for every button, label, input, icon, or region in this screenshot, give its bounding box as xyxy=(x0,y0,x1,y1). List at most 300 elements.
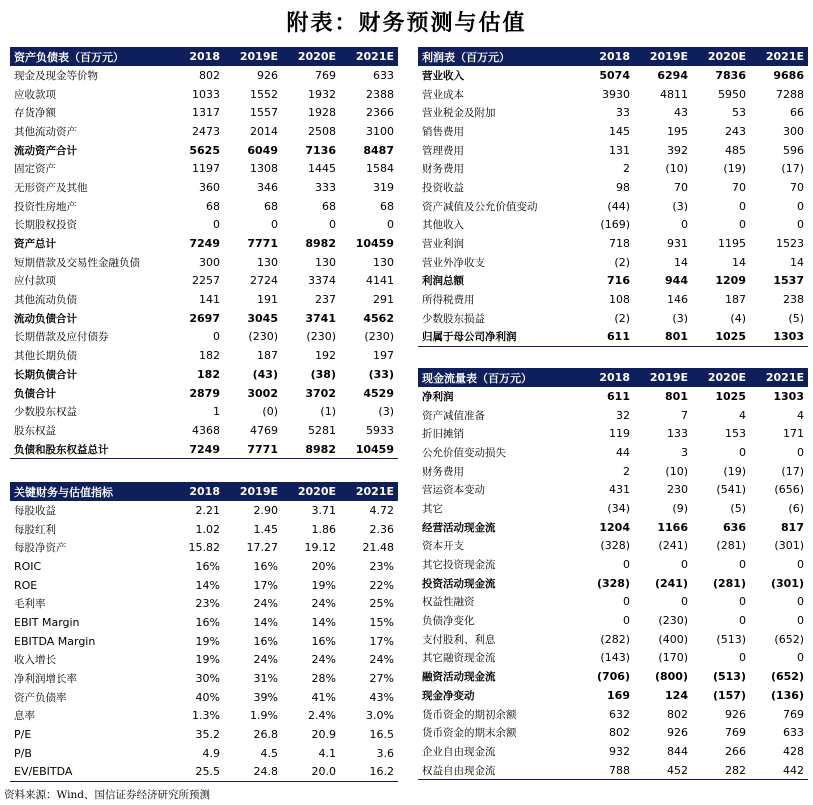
column-header: 2019E xyxy=(239,485,278,498)
table-row xyxy=(418,216,808,235)
table-row xyxy=(10,178,398,197)
row-label: 营运资本变动 xyxy=(422,484,485,497)
row-value: (19) xyxy=(723,162,746,176)
row-value: 2697 xyxy=(189,311,220,325)
row-value: 25.5 xyxy=(195,765,220,779)
row-label: 少数股东权益 xyxy=(14,406,77,419)
table-row xyxy=(10,365,398,384)
table-row xyxy=(10,85,398,104)
row-label: 折旧摊销 xyxy=(422,428,464,441)
table-title: 资产负债表（百万元） xyxy=(14,50,124,64)
row-value: 23% xyxy=(369,559,394,573)
row-value: 1523 xyxy=(776,237,804,251)
row-value: 716 xyxy=(607,274,630,288)
column-header: 2018 xyxy=(189,50,220,63)
row-label: 营业收入 xyxy=(422,69,464,82)
table-row xyxy=(10,576,398,595)
row-value: (34) xyxy=(607,501,630,515)
row-value: 0 xyxy=(739,595,746,609)
row-value: (656) xyxy=(774,483,804,497)
row-value: 1932 xyxy=(308,87,336,101)
row-value: 1584 xyxy=(366,162,394,176)
row-label: 长期负债合计 xyxy=(14,368,77,381)
row-label: 其他流动负债 xyxy=(14,294,77,307)
row-value: 24% xyxy=(311,597,336,611)
table-row xyxy=(10,197,398,216)
table-row xyxy=(418,555,808,574)
row-label: 管理费用 xyxy=(422,144,464,157)
row-value: 4.5 xyxy=(260,746,278,760)
row-value: 2724 xyxy=(250,274,278,288)
row-value: 10459 xyxy=(355,442,394,456)
row-value: 28% xyxy=(311,672,336,686)
row-value: 70 xyxy=(732,180,746,194)
row-value: (241) xyxy=(658,539,688,553)
table-row xyxy=(10,309,398,328)
table-row xyxy=(10,707,398,726)
row-value: 16.5 xyxy=(369,728,394,742)
row-label: 权益性融资 xyxy=(422,596,475,609)
row-value: 98 xyxy=(616,180,630,194)
row-value: 431 xyxy=(609,483,630,497)
row-value: 6049 xyxy=(247,143,278,157)
row-value: 718 xyxy=(609,237,630,251)
cash-flow-table xyxy=(418,368,808,780)
row-value: 3 xyxy=(681,445,688,459)
row-value: 1.45 xyxy=(253,522,278,536)
row-value: (10) xyxy=(665,464,688,478)
row-value: 1025 xyxy=(715,330,746,344)
row-value: 20.0 xyxy=(311,765,336,779)
row-value: 237 xyxy=(315,293,336,307)
row-label: 资产减值及公允价值变动 xyxy=(422,200,538,213)
table-row xyxy=(418,574,808,593)
row-value: 769 xyxy=(315,68,336,82)
table-row xyxy=(10,141,398,160)
row-value: 0 xyxy=(213,330,220,344)
row-value: 230 xyxy=(667,483,688,497)
row-label: EBITDA Margin xyxy=(14,634,96,648)
column-header: 2020E xyxy=(297,50,336,63)
table-row xyxy=(10,66,398,85)
row-value: 31% xyxy=(253,672,278,686)
row-value: (706) xyxy=(596,670,630,684)
row-value: 14% xyxy=(253,615,278,629)
row-value: 8982 xyxy=(305,442,336,456)
row-value: 926 xyxy=(667,726,688,740)
row-label: 销售费用 xyxy=(422,125,464,138)
row-value: 153 xyxy=(725,427,746,441)
row-value: 14% xyxy=(311,615,336,629)
row-value: 4.9 xyxy=(202,746,220,760)
row-value: 187 xyxy=(725,293,746,307)
table-row xyxy=(10,122,398,141)
row-value: 932 xyxy=(609,744,630,758)
row-value: 17% xyxy=(369,634,394,648)
row-value: 3.0% xyxy=(366,709,394,723)
row-value: 1204 xyxy=(599,520,630,534)
table-title: 现金流量表（百万元） xyxy=(422,371,532,385)
row-value: 14% xyxy=(195,578,220,592)
column-header: 2021E xyxy=(355,50,394,63)
row-value: 0 xyxy=(739,558,746,572)
table-row xyxy=(418,611,808,630)
row-value: 4 xyxy=(739,408,746,422)
row-value: 1166 xyxy=(657,520,688,534)
row-value: 7288 xyxy=(776,87,804,101)
table-row xyxy=(10,651,398,670)
row-value: 633 xyxy=(373,68,394,82)
row-label: 其它 xyxy=(422,502,443,515)
table-row xyxy=(418,761,808,781)
table-title: 关键财务与估值指标 xyxy=(14,485,113,499)
row-value: 133 xyxy=(667,427,688,441)
row-value: 0 xyxy=(623,558,630,572)
table-row xyxy=(418,499,808,518)
row-value: 7771 xyxy=(247,442,278,456)
row-value: 23% xyxy=(195,597,220,611)
row-value: 10459 xyxy=(355,237,394,251)
row-label: 所得税费用 xyxy=(422,294,475,307)
row-value: (230) xyxy=(306,330,336,344)
row-label: 资产负债率 xyxy=(14,691,67,704)
row-value: (541) xyxy=(716,483,746,497)
row-value: 2388 xyxy=(366,87,394,101)
row-value: 1033 xyxy=(192,87,220,101)
row-value: 2257 xyxy=(192,274,220,288)
row-value: (0) xyxy=(262,405,278,419)
row-value: 0 xyxy=(797,614,804,628)
row-label: 资产总计 xyxy=(14,238,56,251)
row-label: 负债净变化 xyxy=(422,615,475,628)
row-value: (301) xyxy=(774,539,804,553)
row-label: ROIC xyxy=(14,559,42,573)
row-value: (513) xyxy=(716,632,746,646)
table-row xyxy=(418,253,808,272)
row-value: 7836 xyxy=(715,68,746,82)
table-row xyxy=(10,632,398,651)
table-row xyxy=(418,742,808,761)
table-row xyxy=(418,387,808,406)
column-header: 2019E xyxy=(649,371,688,384)
column-header: 2021E xyxy=(765,50,804,63)
row-value: 0 xyxy=(797,218,804,232)
row-value: 769 xyxy=(725,726,746,740)
row-value: 4.72 xyxy=(369,503,394,517)
row-label: 息率 xyxy=(14,710,35,723)
table-header xyxy=(418,368,808,387)
row-value: 817 xyxy=(781,520,804,534)
row-value: 0 xyxy=(623,614,630,628)
row-value: (281) xyxy=(712,576,746,590)
row-value: 346 xyxy=(257,180,278,194)
row-value: 0 xyxy=(797,558,804,572)
table-row xyxy=(10,613,398,632)
row-value: (5) xyxy=(788,311,804,325)
column-header: 2020E xyxy=(707,50,746,63)
table-row xyxy=(10,253,398,272)
row-value: 44 xyxy=(616,445,630,459)
row-value: 1928 xyxy=(308,106,336,120)
row-value: 0 xyxy=(271,218,278,232)
row-value: (282) xyxy=(600,632,630,646)
row-value: 5281 xyxy=(308,423,336,437)
table-row xyxy=(10,272,398,291)
row-value: 3741 xyxy=(305,311,336,325)
row-value: 19% xyxy=(195,653,220,667)
column-header: 2020E xyxy=(707,371,746,384)
row-value: (2) xyxy=(614,311,630,325)
row-value: (143) xyxy=(600,651,630,665)
row-value: 1557 xyxy=(250,106,278,120)
row-value: 2508 xyxy=(308,124,336,138)
row-value: 131 xyxy=(609,143,630,157)
row-label: EV/EBITDA xyxy=(14,765,73,779)
row-value: 636 xyxy=(723,520,746,534)
table-row xyxy=(10,688,398,707)
row-value: 24% xyxy=(369,653,394,667)
row-value: 944 xyxy=(665,274,688,288)
row-label: 其他流动资产 xyxy=(14,125,77,138)
row-label: 其他长期负债 xyxy=(14,350,77,363)
row-value: (6) xyxy=(788,501,804,515)
row-label: 净利润 xyxy=(422,390,454,403)
row-value: 19% xyxy=(311,578,336,592)
row-label: 融资活动现金流 xyxy=(422,671,496,684)
row-value: 0 xyxy=(797,651,804,665)
row-value: 0 xyxy=(739,614,746,628)
row-value: 2.90 xyxy=(253,503,278,517)
row-label: 少数股东损益 xyxy=(422,312,485,325)
row-label: 归属于母公司净利润 xyxy=(422,331,517,344)
row-value: 26.8 xyxy=(253,728,278,742)
row-value: 4562 xyxy=(363,311,394,325)
column-header: 2019E xyxy=(649,50,688,63)
row-label: 投资活动现金流 xyxy=(422,577,496,590)
table-row xyxy=(10,103,398,122)
row-value: 3100 xyxy=(366,124,394,138)
column-header: 2018 xyxy=(189,485,220,498)
table-row xyxy=(10,501,398,520)
row-value: (328) xyxy=(596,576,630,590)
row-label: 流动负债合计 xyxy=(14,312,77,325)
row-value: 611 xyxy=(607,330,630,344)
row-value: 282 xyxy=(725,763,746,777)
row-label: ROE xyxy=(14,578,38,592)
row-value: 4141 xyxy=(366,274,394,288)
row-label: 企业自由现金流 xyxy=(422,745,496,758)
row-value: 171 xyxy=(783,427,804,441)
row-value: 0 xyxy=(213,218,220,232)
row-value: 68 xyxy=(380,199,394,213)
column-header: 2020E xyxy=(297,485,336,498)
row-value: 3.71 xyxy=(311,503,336,517)
row-value: 70 xyxy=(790,180,804,194)
row-value: 3.6 xyxy=(376,746,394,760)
row-value: 195 xyxy=(667,124,688,138)
row-value: 2 xyxy=(623,464,630,478)
row-label: P/B xyxy=(14,746,32,760)
row-value: (800) xyxy=(654,670,688,684)
row-value: (33) xyxy=(368,367,394,381)
row-value: 19% xyxy=(195,634,220,648)
row-value: 802 xyxy=(667,707,688,721)
row-value: 6294 xyxy=(657,68,688,82)
row-value: (3) xyxy=(378,405,394,419)
row-value: 485 xyxy=(725,143,746,157)
row-label: 其它投资现金流 xyxy=(422,559,496,572)
row-value: 1195 xyxy=(718,237,746,251)
source-note: 资料来源：Wind、国信证券经济研究所预测 xyxy=(4,789,210,801)
row-value: 17.27 xyxy=(246,541,278,555)
row-value: (19) xyxy=(723,464,746,478)
table-row xyxy=(418,159,808,178)
row-label: 流动资产合计 xyxy=(14,144,77,157)
table-row xyxy=(10,346,398,365)
row-label: 利润总额 xyxy=(422,275,464,288)
row-label: 短期借款及交易性金融负债 xyxy=(14,256,140,269)
row-value: (44) xyxy=(607,199,630,213)
row-value: 9686 xyxy=(773,68,804,82)
table-row xyxy=(418,66,808,85)
row-value: (2) xyxy=(614,255,630,269)
row-value: 266 xyxy=(725,744,746,758)
table-row xyxy=(418,178,808,197)
row-value: 8982 xyxy=(305,237,336,251)
row-value: 15% xyxy=(369,615,394,629)
row-value: 1209 xyxy=(715,274,746,288)
table-row xyxy=(418,537,808,556)
row-value: 39% xyxy=(253,690,278,704)
table-row xyxy=(418,480,808,499)
row-value: 20% xyxy=(311,559,336,573)
row-label: 净利润增长率 xyxy=(14,673,77,686)
row-value: 442 xyxy=(783,763,804,777)
row-value: 0 xyxy=(739,218,746,232)
row-value: 16.2 xyxy=(369,765,394,779)
row-value: (43) xyxy=(252,367,278,381)
row-value: 2.4% xyxy=(308,709,336,723)
row-value: 0 xyxy=(681,218,688,232)
row-value: (230) xyxy=(364,330,394,344)
row-label: 营业税金及附加 xyxy=(422,107,496,120)
row-value: (230) xyxy=(248,330,278,344)
row-label: 投资收益 xyxy=(422,181,464,194)
table-row xyxy=(418,443,808,462)
row-label: 长期股权投资 xyxy=(14,219,77,232)
row-label: 财务费用 xyxy=(422,465,464,478)
table-row xyxy=(10,402,398,421)
table-row xyxy=(10,440,398,460)
table-row xyxy=(418,723,808,742)
row-value: 1.02 xyxy=(195,522,220,536)
row-value: (241) xyxy=(654,576,688,590)
row-value: (17) xyxy=(781,162,804,176)
row-value: 16% xyxy=(253,559,278,573)
income-statement-table xyxy=(418,47,808,347)
row-value: (9) xyxy=(672,501,688,515)
table-row xyxy=(10,744,398,763)
table-row xyxy=(10,725,398,744)
row-value: (10) xyxy=(665,162,688,176)
row-value: (1) xyxy=(320,405,336,419)
balance-sheet-table xyxy=(10,47,398,459)
table-row xyxy=(418,197,808,216)
row-value: 0 xyxy=(329,218,336,232)
row-value: 7771 xyxy=(247,237,278,251)
row-value: (301) xyxy=(770,576,804,590)
row-value: 20.9 xyxy=(311,728,336,742)
row-value: 452 xyxy=(667,763,688,777)
row-value: 25% xyxy=(369,597,394,611)
row-value: (5) xyxy=(730,501,746,515)
row-value: 1.86 xyxy=(311,522,336,536)
row-value: 35.2 xyxy=(195,728,220,742)
row-value: 360 xyxy=(199,180,220,194)
table-row xyxy=(10,234,398,253)
row-value: 7 xyxy=(681,408,688,422)
row-value: 4368 xyxy=(192,423,220,437)
row-value: (400) xyxy=(658,632,688,646)
row-value: 428 xyxy=(783,744,804,758)
row-value: 1303 xyxy=(773,389,804,403)
row-label: 现金净变动 xyxy=(422,689,475,702)
row-value: 17% xyxy=(253,578,278,592)
column-header: 2018 xyxy=(599,371,630,384)
row-label: 资产减值准备 xyxy=(422,409,485,422)
row-value: 192 xyxy=(315,349,336,363)
row-value: 1308 xyxy=(250,162,278,176)
row-value: 4769 xyxy=(250,423,278,437)
column-header: 2018 xyxy=(599,50,630,63)
row-value: 24.8 xyxy=(253,765,278,779)
table-row xyxy=(10,216,398,235)
row-value: 931 xyxy=(667,237,688,251)
table-row xyxy=(418,686,808,705)
row-value: 130 xyxy=(373,255,394,269)
row-value: (169) xyxy=(600,218,630,232)
row-value: (38) xyxy=(310,367,336,381)
row-value: 5933 xyxy=(366,423,394,437)
row-label: 资本开支 xyxy=(422,540,464,553)
row-value: 68 xyxy=(264,199,278,213)
row-value: 1.3% xyxy=(192,709,220,723)
row-value: 2879 xyxy=(189,386,220,400)
row-label: 存货净额 xyxy=(14,107,56,120)
row-value: 27% xyxy=(369,672,394,686)
row-value: 844 xyxy=(667,744,688,758)
row-value: 16% xyxy=(195,615,220,629)
row-label: 毛利率 xyxy=(14,598,46,611)
row-value: 169 xyxy=(607,688,630,702)
table-row xyxy=(418,705,808,724)
row-value: 300 xyxy=(783,124,804,138)
row-value: 14 xyxy=(674,255,688,269)
row-value: 788 xyxy=(609,763,630,777)
table-row xyxy=(418,630,808,649)
row-label: 其它融资现金流 xyxy=(422,652,496,665)
table-row xyxy=(418,309,808,328)
row-value: (328) xyxy=(600,539,630,553)
row-value: 291 xyxy=(373,293,394,307)
row-value: 22% xyxy=(369,578,394,592)
row-label: 股东权益 xyxy=(14,424,56,437)
row-value: 19.12 xyxy=(304,541,336,555)
table-row xyxy=(418,103,808,122)
row-value: 43 xyxy=(674,106,688,120)
table-title: 利润表（百万元） xyxy=(422,50,510,64)
row-label: P/E xyxy=(14,728,32,742)
